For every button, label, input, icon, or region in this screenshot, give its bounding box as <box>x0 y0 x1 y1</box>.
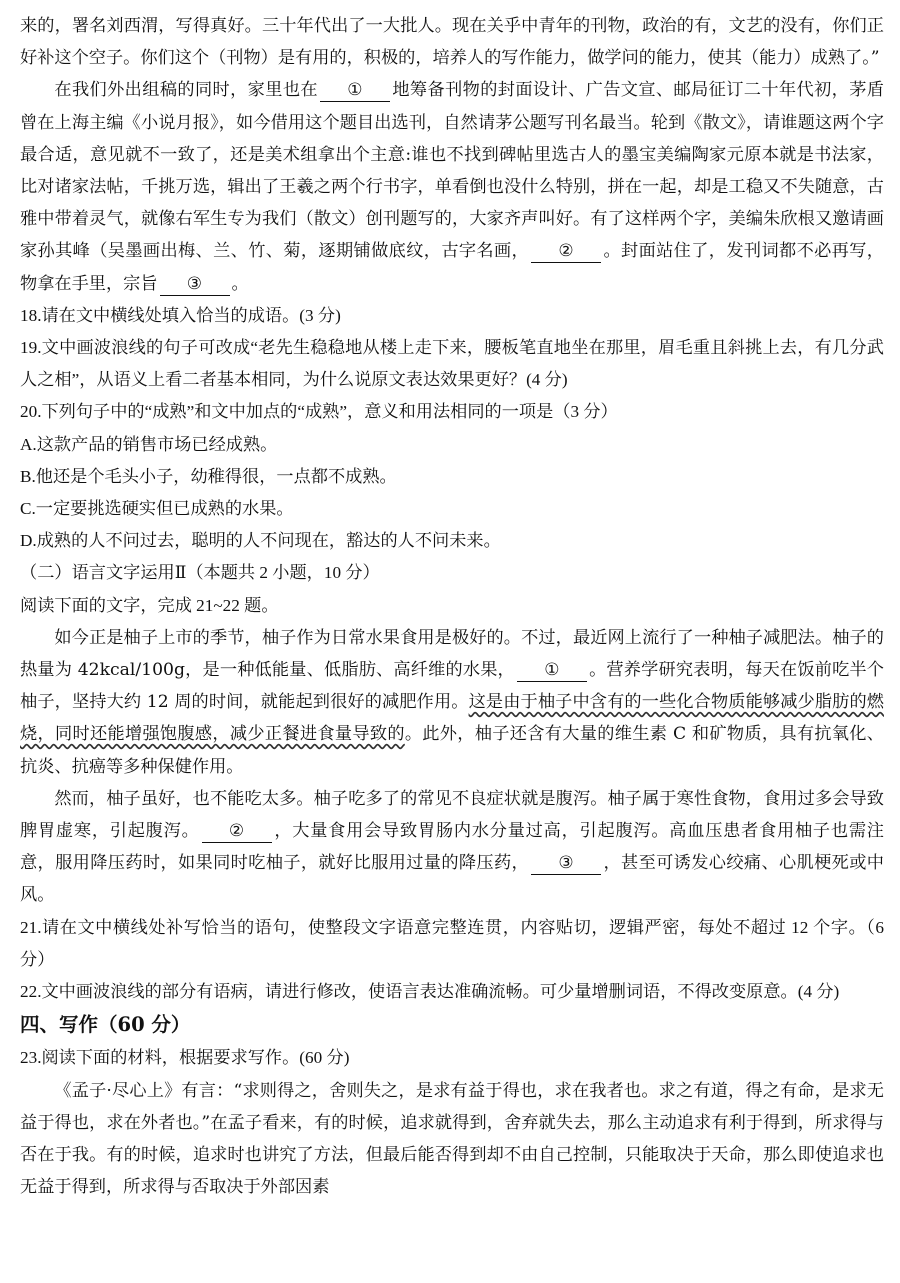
question-21: 21.请在文中横线处补写恰当的语句，使整段文字语意完整连贯，内容贴切，逻辑严密，每处不超过 12 个字。（6 分） <box>20 917 884 969</box>
section-4-title: 四、写作（60 分） <box>20 1013 191 1037</box>
paragraph-text: ，甚至可诱发心绞痛、心肌梗死或中风。 <box>20 853 884 906</box>
question-23: 23.阅读下面的材料，根据要求写作。(60 分) <box>20 1048 350 1068</box>
question-20: 20.下列句子中的“成熟”和文中加点的“成熟”，意义和用法相同的一项是（3 分） <box>20 402 618 422</box>
answer-blank-3[interactable]: ③ <box>531 852 601 875</box>
paragraph-text: 。此外，柚子还含有大量的维生素 C 和矿物质，具有抗氧化、抗炎、抗癌等多种保健作用。 <box>20 724 884 777</box>
answer-blank-2[interactable]: ② <box>202 820 272 843</box>
paragraph-text: 然而，柚子虽好，也不能吃太多。柚子吃多了的常见不良症状就是腹泻。柚子属于寒性食物，食用过多会导致脾胃虚寒，引起腹泻。 <box>20 788 884 842</box>
answer-blank-1[interactable]: ① <box>320 79 390 102</box>
passage-paragraph-1: 来的，署名刘西渭，写得真好。三十年代出了一大批人。现在关乎中青年的刊物，政治的有，文艺的没有，你们正好补这个空子。你们这个（刊物）是有用的，积极的，培养人的写作能力，做学问的能力，使其（能力）成熟了。” <box>20 16 884 69</box>
paragraph-text: 。营养学研究表明，每天在饭前吃半个柚子，坚持大约 12 周的时间，就能起到很好的减肥作用。 <box>20 660 884 713</box>
passage-paragraph-5: 《孟子·尽心上》有言：“求则得之，舍则失之，是求有益于得也，求在我者也。求之有道，得之有命，是求无益于得也，求在外者也。”在孟子看来，有的时候，追求就得到，舍弃就失去，那么主动追求有利于得到，所求得与否在于我。有的时候，追求时也讲究了方法，但最后能否得到却不由自己控制，只能取决于天命，那么即使追求也无益于得到，所求得与否取决于外部因素 <box>20 1080 884 1198</box>
option-b[interactable]: B.他还是个毛头小子，幼稚得很，一点都不成熟。 <box>20 466 397 486</box>
question-22: 22.文中画波浪线的部分有语病，请进行修改，使语言表达准确流畅。可少量增删词语，不得改变原意。(4 分) <box>20 982 840 1002</box>
passage-paragraph-4 <box>20 783 884 912</box>
passage-paragraph-2 <box>20 74 884 299</box>
paragraph-text: 地筹备刊物的封面设计、广告文宣、邮局征订二十年代初，茅盾曾在上海主编《小说月报》，如今借用这个题目出选刊，自然请茅公题写刊名最当。轮到《散文》，请谁题这两个字最合适，意见就不一致了，还是美术组拿出个主意:谁也不找到碑帖里选古人的墨宝美编陶家元原本就是书法家，比对诸家法帖，千挑万选，辑出了王羲之两个行书字，单看倒也没什么特别，拼在一起，却是工稳又不失随意，古雅中带着灵气，就像右军生专为我们（散文）创刊题写的，大家齐声叫好。有了这样两个字，美编朱欣根又邀请画家孙其峰（吴墨画出梅、兰、竹、菊，逐期铺做底纹，古字名画， <box>20 80 884 262</box>
section-2-intro: 阅读下面的文字，完成 21~22 题。 <box>20 595 279 615</box>
question-18: 18.请在文中横线处填入恰当的成语。(3 分) <box>20 305 341 325</box>
option-c[interactable]: C.一定要挑选硬实但已成熟的水果。 <box>20 499 294 519</box>
wavy-underlined-sentence: 这是由于柚子中含有的一些化合物质能够减少脂肪的燃烧，同时还能增强饱腹感，减少正餐进食量导致的 <box>20 692 884 745</box>
section-2-title: （二）语言文字运用Ⅱ（本题共 2 小题，10 分） <box>20 563 380 583</box>
answer-blank-1[interactable]: ① <box>517 659 587 682</box>
paragraph-text: 如今正是柚子上市的季节，柚子作为日常水果食用是极好的。不过，最近网上流行了一种柚子减肥法。柚子的热量为 42kcal/100g，是一种低能量、低脂肪、高纤维的水果， <box>20 627 884 681</box>
paragraph-text: ，大量食用会导致胃肠内水分量过高，引起腹泻。高血压患者食用柚子也需注意，服用降压药时，如果同时吃柚子，就好比服用过量的降压药， <box>20 821 884 874</box>
answer-blank-2[interactable]: ② <box>531 240 601 263</box>
paragraph-text: 。封面站住了，发刊词都不必再写，物拿在手里，宗旨 <box>20 241 884 294</box>
option-d[interactable]: D.成熟的人不问过去，聪明的人不问现在，豁达的人不问未来。 <box>20 531 501 551</box>
question-19: 19.文中画波浪线的句子可改成“老先生稳稳地从楼上走下来，腰板笔直地坐在那里，眉毛重且斜挑上去，有几分武人之相”，从语义上看二者基本相同，为什么说原文表达效果更好？(4 分) <box>20 338 884 390</box>
paragraph-text: 在我们外出组稿的同时，家里也在 <box>54 80 318 101</box>
paragraph-text: 。 <box>231 273 249 294</box>
answer-blank-3[interactable]: ③ <box>160 273 230 296</box>
passage-paragraph-3 <box>20 622 884 783</box>
option-a[interactable]: A.这款产品的销售市场已经成熟。 <box>20 434 278 454</box>
